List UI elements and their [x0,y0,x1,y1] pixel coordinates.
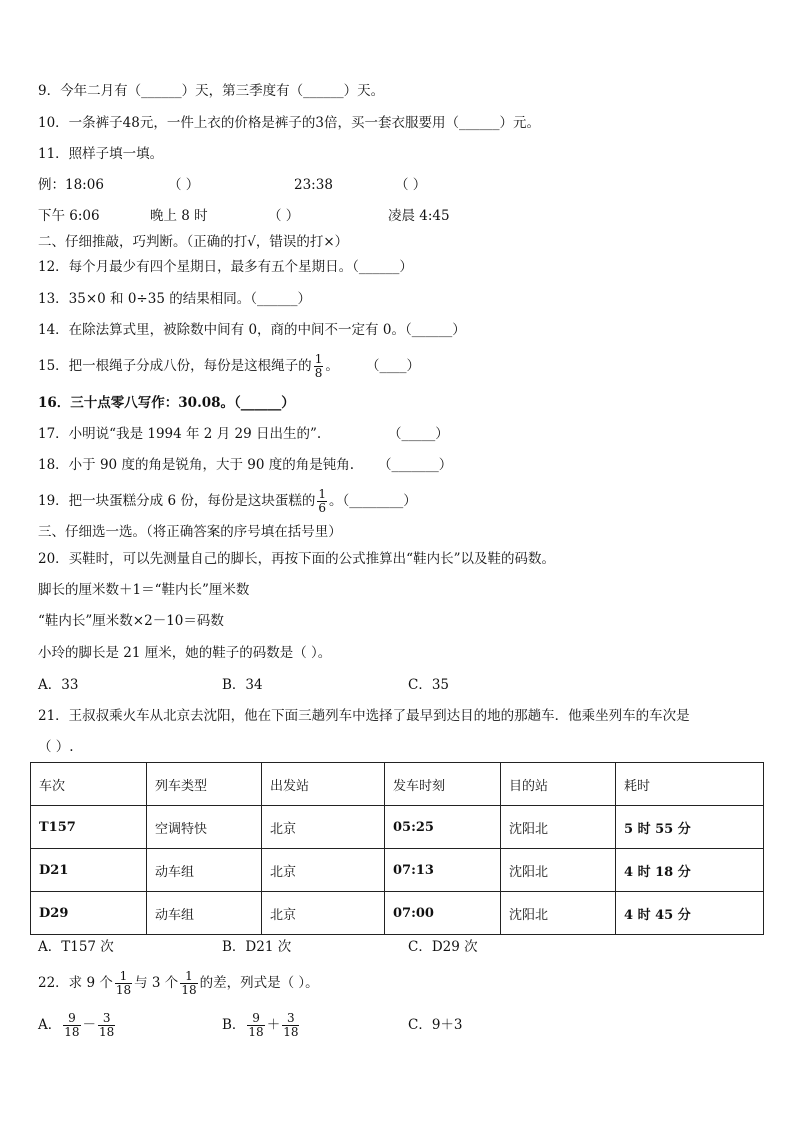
q11-item-1: 下午 6:06 [38,208,100,224]
question-9: 9．今年二月有（______）天，第三季度有（______）天。 [38,83,385,99]
table-row: D21 动车组 北京 07:13 沈阳北 4 时 18 分 [31,849,764,892]
q21-option-c[interactable]: C．D29 次 [408,939,478,955]
question-19: 19．把一块蛋糕分成 6 份，每份是这块蛋糕的 $\frac{1}{6}$ 。（________） [38,487,417,515]
q11-item-2: 晚上 8 时 [150,208,208,224]
table-header-row [31,763,764,806]
q15-blank[interactable]: （____） [366,358,420,374]
q22-fraction-1: $\frac{1}{18}$ [115,969,132,997]
q22-option-b[interactable]: B． $\frac{9}{18}$ ＋ $\frac{3}{18}$ [222,1011,299,1039]
train-schedule-table [30,762,764,935]
header-destination: 目的站 [501,763,616,806]
header-duration: 耗时 [616,763,764,806]
q20-option-a[interactable]: A．33 [38,677,79,693]
question-15: 15．把一根绳子分成八份，每份是这根绳子的 $\frac{1}{8}$ 。 [38,352,339,380]
q20-formula-1: 脚长的厘米数＋1＝“鞋内长”厘米数 [38,582,250,598]
q11-item-3: 凌晨 4:45 [388,208,450,224]
q15-fraction: $\frac{1}{8}$ [314,352,323,380]
question-11: 11．照样子填一填。 [38,146,164,162]
question-22: 22．求 9 个 $\frac{1}{18}$ 与 3 个 $\frac{1}{18}$ 的差，列式是（ ）。 [38,969,319,997]
q21-option-b[interactable]: B．D21 次 [222,939,292,955]
header-departure-time: 发车时刻 [385,763,501,806]
table-row: D29 动车组 北京 07:00 沈阳北 4 时 45 分 [31,892,764,935]
question-13: 13．35×0 和 0÷35 的结果相同。（______） [38,291,311,307]
question-16: 16．三十点零八写作：30.08。（______） [38,395,295,411]
q22-fraction-2: $\frac{1}{18}$ [181,969,197,997]
q21-option-a[interactable]: A．T157 次 [38,939,114,955]
q20-formula-2: “鞋内长”厘米数×2－10＝码数 [38,613,224,629]
q21-answer-blank[interactable]: （ ）. [38,739,74,755]
header-departure-station: 出发站 [262,763,385,806]
question-18: 18．小于 90 度的角是锐角，大于 90 度的角是钝角. [38,457,354,473]
question-20: 20．买鞋时，可以先测量自己的脚长，再按下面的公式推算出“鞋内长”以及鞋的码数。 [38,551,555,567]
section-2-heading: 二、仔细推敲，巧判断。（正确的打√，错误的打×） [38,234,349,250]
header-train-type: 列车类型 [147,763,262,806]
question-12: 12．每个月最少有四个星期日，最多有五个星期日。（______） [38,259,413,275]
q22-option-a[interactable]: A． $\frac{9}{18}$ － $\frac{3}{18}$ [38,1011,115,1039]
q19-fraction: $\frac{1}{6}$ [318,487,326,515]
q20-option-b[interactable]: B．34 [222,677,263,693]
question-10: 10．一条裤子48元，一件上衣的价格是裤子的3倍，买一套衣服要用（______）元。 [38,115,540,131]
question-21: 21．王叔叔乘火车从北京去沈阳，他在下面三趟列车中选择了最早到达目的地的那趟车．他乘坐列车的车次是 [38,708,690,724]
question-14: 14．在除法算式里，被除数中间有 0，商的中间不一定有 0。（______） [38,322,466,338]
header-train-no: 车次 [31,763,147,806]
q15-text: 15．把一根绳子分成八份，每份是这根绳子的 [38,358,312,374]
q11-blank-3[interactable]: （ ） [268,208,300,224]
q11-blank-1[interactable]: （ ） [168,177,200,193]
q18-blank[interactable]: （_______） [378,457,453,473]
q11-time-2: 23:38 [294,177,333,193]
question-17: 17．小明说“我是 1994 年 2 月 29 日出生的”. [38,426,322,442]
q11-example: 例：18:06 [38,177,104,193]
table-row: T157 空调特快 北京 05:25 沈阳北 5 时 55 分 [31,806,764,849]
q20-question: 小玲的脚长是 21 厘米，她的鞋子的码数是（ ）。 [38,645,332,661]
q20-option-c[interactable]: C．35 [408,677,450,693]
q17-blank[interactable]: （_____） [388,426,449,442]
q11-blank-2[interactable]: （ ） [395,177,427,193]
section-3-heading: 三、仔细选一选。（将正确答案的序号填在括号里） [38,524,342,540]
q22-option-c[interactable]: C．9＋3 [408,1017,463,1033]
